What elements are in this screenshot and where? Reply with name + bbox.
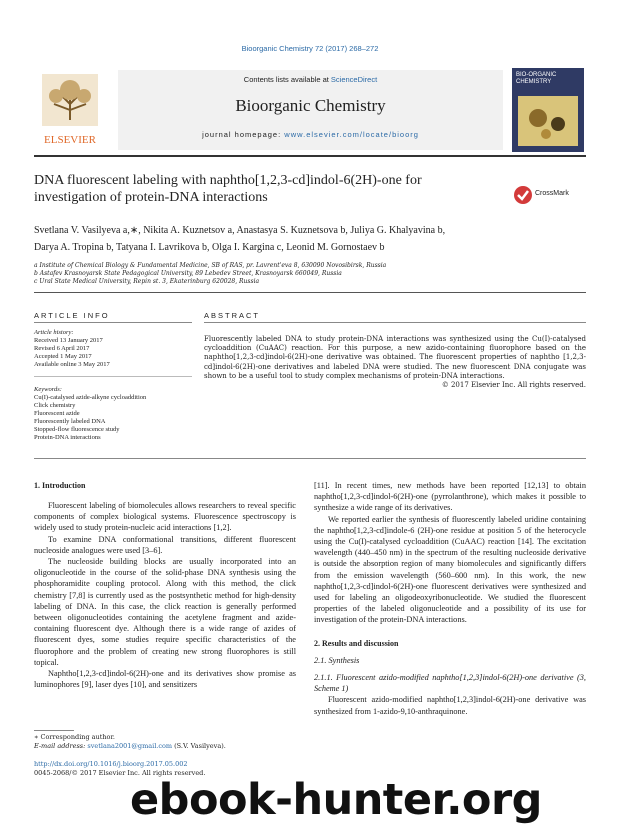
journal-reference[interactable]: Bioorganic Chemistry 72 (2017) 268–272 bbox=[241, 44, 379, 53]
footnote bbox=[34, 733, 296, 751]
history-item: Revised 6 April 2017 bbox=[34, 345, 90, 352]
paragraph: [11]. In recent times, new methods have been reported [12,13] to obtain naphtho[1,2,3-cd]indol-6(2H)-one (pyrrolanthrone), which makes it possible to synthesize a wide range of its derivatives. bbox=[314, 481, 586, 513]
paragraph: The nucleoside building blocks are usually incorporated into an oligonucleotide in the course of the solid-phase DNA synthesis using the phosphoramidite coupling protocol. Along with this method, the click chemistry [7,8] is currently used as the postsynthetic method for high-density labeling of DNA. In this case, the click reaction is generally performed between oligonucleotides containing the acetylene fragment and azide-containing fluorescent dye. Although there is a wide range of azides of fluorescent dyes, some studies require specific characteristics of the fluorophore and the problem of creating new strong fluorophores is still topical. bbox=[34, 557, 296, 667]
abstract-rule bbox=[204, 322, 586, 323]
issn-line: 0045-2068/© 2017 Elsevier Inc. All rights reserved. bbox=[34, 769, 206, 777]
keyword-item: Protein-DNA interactions bbox=[34, 434, 101, 441]
abstract-text: Fluorescently labeled DNA to study protein-DNA interactions was synthesized using the Cu(I)-catalysed cycloaddition (CuAAC) reaction. For this purpose, a new azido-containing fluorophore based on the naphtho[1,2,3-cd]indol-6(2H)-one derivative was obtained. The fluorescent properties of naphtho [1,2,3-cd]indol-6(2H)-one derivatives and labeled DNA were studied. The new fluorescent DNA conjugate was shown to be a useful tool to study complex mechanisms of protein-DNA interactions. bbox=[204, 335, 586, 380]
history-item: Accepted 1 May 2017 bbox=[34, 353, 92, 360]
column-right bbox=[314, 480, 586, 717]
watermark-text: ebook-hunter.org bbox=[130, 775, 542, 825]
affiliation-c: c Ural State Medical University, Repin st. 3, Ekaterinburg 620028, Russia bbox=[34, 278, 260, 285]
email-line: E-mail address: svetlana2001@gmail.com (S.V. Vasilyeva). bbox=[34, 742, 226, 750]
abstract-bottom-rule bbox=[34, 458, 586, 459]
elsevier-logo bbox=[34, 70, 106, 144]
section-heading-results: 2. Results and discussion bbox=[314, 638, 399, 648]
footnote-rule bbox=[34, 730, 74, 731]
paragraph: Fluorescent azido-modified naphtho[1,2,3]indol-6(2H)-one derivative was synthesized from 1-azido-9,10-anthraquinone. bbox=[314, 695, 586, 716]
abstract-copyright: © 2017 Elsevier Inc. All rights reserved. bbox=[441, 381, 586, 390]
keyword-item: Cu(I)-catalysed azide-alkyne cycloaddition bbox=[34, 394, 147, 401]
paragraph: Fluorescent labeling of biomolecules allows researchers to reveal specific components of complex biological systems. Fluorescence spectroscopy is widely used to study protein-nucleic acid interactions [1,2]. bbox=[34, 501, 296, 533]
history-item: Received 13 January 2017 bbox=[34, 337, 103, 344]
crossmark-label: CrossMark bbox=[535, 190, 569, 197]
authors-line-2: Darya A. Tropina b, Tatyana I. Lavrikova b, Olga I. Kargina c, Leonid M. Gornostaev b bbox=[34, 242, 385, 253]
email-link[interactable]: svetlana2001@gmail.com bbox=[87, 742, 173, 750]
abstract-body bbox=[204, 335, 586, 390]
subsection-heading-synthesis: 2.1. Synthesis bbox=[314, 655, 360, 665]
history-label: Article history: bbox=[34, 329, 74, 336]
keywords-rule bbox=[34, 376, 192, 377]
journal-homepage: journal homepage: www.elsevier.com/locate/bioorg bbox=[202, 130, 419, 139]
sciencedirect-link[interactable]: ScienceDirect bbox=[330, 75, 378, 84]
article-history bbox=[34, 329, 192, 369]
keywords-label: Keywords: bbox=[34, 386, 62, 393]
crossmark-icon bbox=[513, 185, 533, 205]
column-left bbox=[34, 500, 296, 690]
keywords bbox=[34, 386, 192, 442]
section-heading-introduction: 1. Introduction bbox=[34, 481, 86, 490]
contents-line: Contents lists available at ScienceDirect bbox=[243, 75, 378, 84]
elsevier-tree-icon bbox=[34, 70, 106, 144]
journal-cover bbox=[512, 68, 584, 152]
paragraph: Naphtho[1,2,3-cd]indol-6(2H)-one and its derivatives show promise as luminophores [9], laser dyes [10], and sensitizers bbox=[34, 669, 296, 690]
affiliation-rule bbox=[34, 292, 586, 293]
keyword-item: Click chemistry bbox=[34, 402, 76, 409]
info-rule bbox=[34, 322, 192, 323]
article-info-heading: ARTICLE INFO bbox=[34, 311, 110, 320]
keyword-item: Fluorescent azide bbox=[34, 410, 80, 417]
corresponding-author-note: ∗ Corresponding author. bbox=[34, 733, 115, 741]
authors-line-1: Svetlana V. Vasilyeva a,∗, Nikita A. Kuznetsov a, Anastasya S. Kuznetsova b, Juliya G. Khalyavina b, bbox=[34, 225, 446, 236]
crossmark-button[interactable] bbox=[513, 185, 569, 209]
paragraph: We reported earlier the synthesis of fluorescently labeled uridine containing the naphtho[1,2,3-cd]indole-6 (2H)-one residue at position 5 of the heterocycle using the Cu(I)-catalysed cycloaddition (CuAAC) reaction [14]. The excitation wavelength (440–450 nm) in the spectrum of the resulting nucleoside derivative is outside the absorption region of many biomolecules and significantly differs from the emission wavelength (560–600 nm). In this work, the new naphtho[1,2,3-cd]indol-6(2H)-one fluorescent derivatives were synthesized and used for labeling an oligodeoxyribonucleotide. We studied the fluorescent properties of the labeled oligonucleotide and a possibility of its use for investigation of the protein-DNA interactions. bbox=[314, 514, 586, 625]
elsevier-wordmark: ELSEVIER bbox=[44, 134, 96, 146]
subsubsection-heading: 2.1.1. Fluorescent azido-modified naphtho[1,2,3]indol-6(2H)-one derivative (3, Scheme 1) bbox=[314, 673, 586, 694]
paragraph: To examine DNA conformational transitions, different fluorescent nucleoside analogues were used [3–6]. bbox=[34, 534, 296, 555]
affiliation-b: b Astafev Krasnoyarsk State Pedagogical University, 89 Lebedev Street, Krasnoyarsk 660049, Russia bbox=[34, 270, 342, 277]
header-rule bbox=[34, 155, 586, 157]
keyword-item: Stopped-flow fluorescence study bbox=[34, 426, 120, 433]
author-list bbox=[34, 222, 574, 256]
affiliation-a: a Institute of Chemical Biology & Fundamental Medicine, SB of RAS, pr. Lavrent'eva 8, 630090 Novosibirsk, Russia bbox=[34, 262, 387, 269]
homepage-link[interactable]: www.elsevier.com/locate/bioorg bbox=[284, 130, 419, 139]
journal-name: Bioorganic Chemistry bbox=[235, 96, 386, 115]
history-item: Available online 3 May 2017 bbox=[34, 361, 110, 368]
cover-molecule-icon bbox=[512, 92, 584, 152]
doi-link[interactable]: http://dx.doi.org/10.1016/j.bioorg.2017.05.002 bbox=[34, 760, 188, 768]
article-title: DNA fluorescent labeling with naphtho[1,2,3-cd]indol-6(2H)-one for investigation of protein-DNA interactions bbox=[34, 173, 422, 205]
abstract-heading: ABSTRACT bbox=[204, 311, 261, 320]
cover-title: BIO-ORGANIC CHEMISTRY bbox=[516, 72, 557, 85]
keyword-item: Fluorescently labeled DNA bbox=[34, 418, 106, 425]
